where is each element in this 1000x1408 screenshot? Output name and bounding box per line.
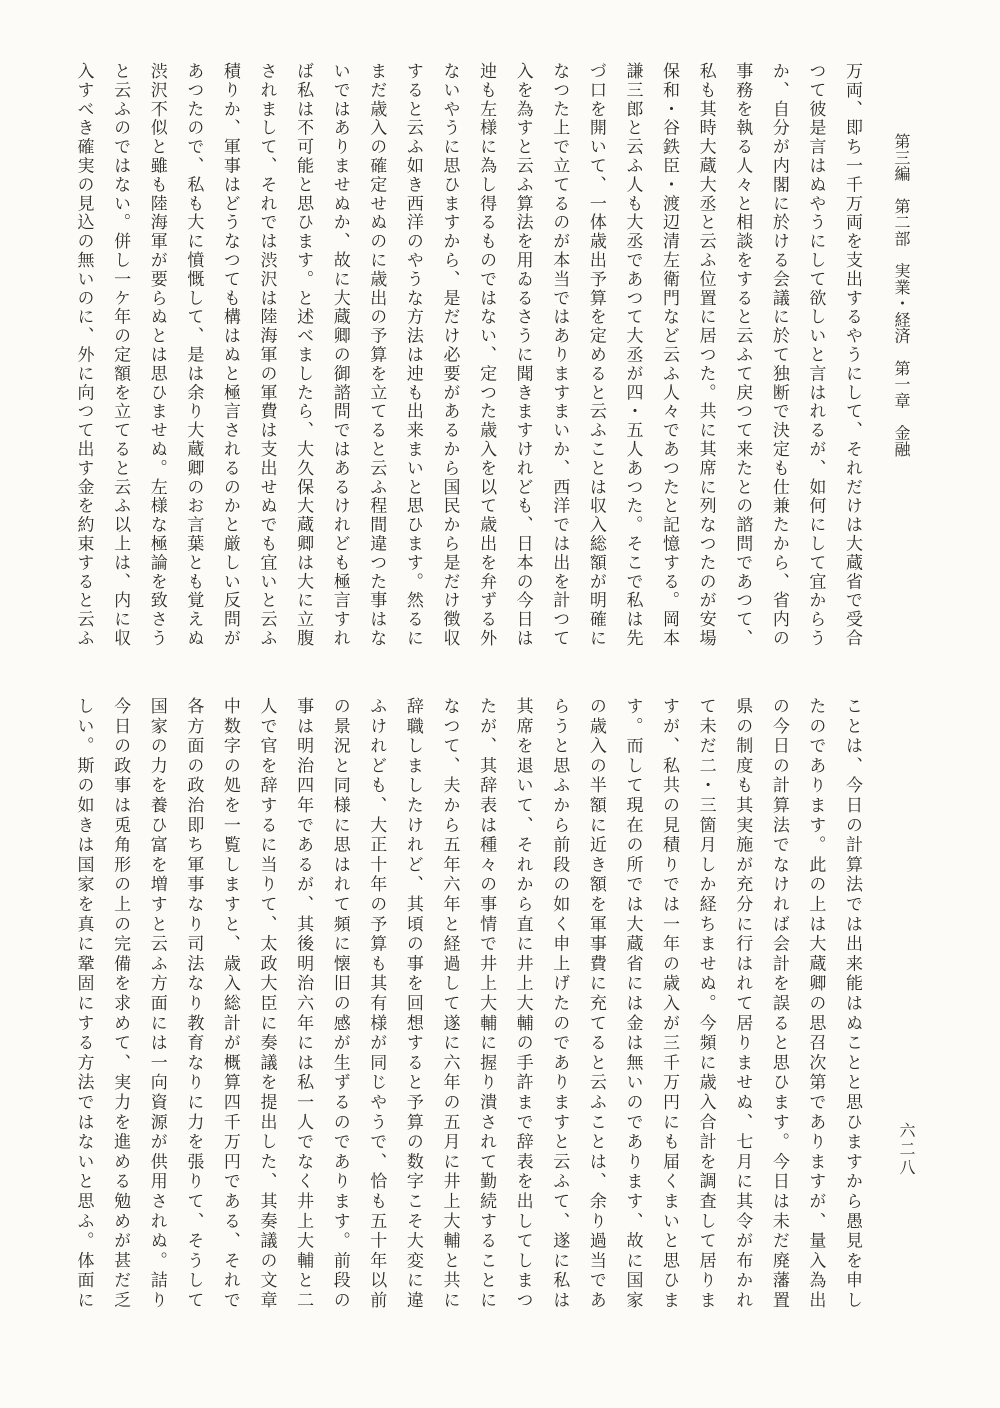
text-line: ことは、今日の計算法では出来能はぬことと思ひますから愚見を申し bbox=[843, 697, 862, 1311]
text-line: すが、私共の見積りでは一年の歳入が三千万円にも届くまいと思ひま bbox=[660, 697, 680, 1311]
text-line: の歳入の半額に近き額を軍事費に充てると云ふことは、余り過当であ bbox=[586, 697, 606, 1311]
text-line: 各方面の政治即ち軍事なり司法なり教育なりに力を張りて、そうして bbox=[184, 697, 204, 1311]
running-head: 第三編 第二部 実業・経済 第一章 金融 bbox=[892, 133, 909, 457]
text-block-bottom bbox=[65, 697, 870, 1337]
text-line: 其席を退いて、それから直に井上大輔の手許まで辞表を出してしまつ bbox=[513, 697, 533, 1311]
text-line: まだ歳入の確定せぬのに歳出の予算を立てると云ふ程間違つた事はな bbox=[367, 62, 387, 648]
text-line: 万両、即ち一千万両を支出するやうにして、それだけは大蔵省で受合 bbox=[843, 62, 862, 648]
text-line: 人で官を辞するに当りて、太政大臣に奏議を提出した、其奏議の文章 bbox=[257, 697, 277, 1311]
text-line: 保和・谷鉄臣・渡辺清左衛門など云ふ人々であつたと記憶する。岡本 bbox=[660, 62, 680, 648]
text-line: 入すべき確実の見込の無いのに、外に向つて出す金を約束すると云ふ bbox=[74, 62, 94, 648]
text-line: 私も其時大蔵大丞と云ふ位置に居つた。共に其席に列なつたのが安場 bbox=[696, 62, 716, 648]
text-line: しい。斯の如きは国家を真に鞏固にする方法ではないと思ふ。体面に bbox=[74, 697, 94, 1311]
text-line: たが、其辞表は種々の事情で井上大輔に握り潰されて勤続することに bbox=[477, 697, 497, 1311]
text-line: たのであります。此の上は大蔵卿の思召次第でありますが、量入為出 bbox=[806, 697, 826, 1311]
text-line: すると云ふ如き西洋のやうな方法は迚も出来まいと思ひます。然るに bbox=[403, 62, 423, 648]
text-line: されまして、それでは渋沢は陸海軍の軍費は支出せぬでも宜いと云ふ bbox=[257, 62, 277, 648]
text-line: 入を為すと云ふ算法を用ゐるさうに聞きますけれども、日本の今日は bbox=[513, 62, 533, 648]
text-line: と云ふのではない。併し一ケ年の定額を立てると云ふ以上は、内に収 bbox=[111, 62, 131, 648]
text-line: 中数字の処を一覧しますと、歳入総計が概算四千万円である、それで bbox=[220, 697, 240, 1311]
text-line: の景況と同様に思はれて頻に懐旧の感が生ずるのであります。前段の bbox=[330, 697, 350, 1311]
text-line: ふけれども、大正十年の予算も其有様が同じやうで、恰も五十年以前 bbox=[367, 697, 387, 1311]
text-line: す。而して現在の所では大蔵省には金は無いのであります、故に国家 bbox=[623, 697, 643, 1311]
text-line: 謙三郎と云ふ人も大丞であつて大丞が四・五人あつた。そこで私は先 bbox=[623, 62, 643, 648]
text-line: て未だ二・三箇月しか経ちませぬ。今頻に歳入合計を調査して居りま bbox=[696, 697, 716, 1311]
text-line: 迚も左様に為し得るものではない、定つた歳入を以て歳出を弁ずる外 bbox=[477, 62, 497, 648]
text-line: 県の制度も其実施が充分に行はれて居りませぬ、七月に其令が布かれ bbox=[733, 697, 753, 1311]
text-line: なつて、夫から五年六年と経過して遂に六年の五月に井上大輔と共に bbox=[440, 697, 460, 1311]
text-line: 事は明治四年であるが、其後明治六年には私一人でなく井上大輔と二 bbox=[294, 697, 314, 1311]
text-line: つて彼是言はぬやうにして欲しいと言はれるが、如何にして宜からう bbox=[806, 62, 826, 648]
text-line: らうと思ふから前段の如く申上げたのでありますと云ふて、遂に私は bbox=[550, 697, 570, 1311]
text-line: あつたので、私も大に憤慨して、是は余り大蔵卿のお言葉とも覚えぬ bbox=[184, 62, 204, 648]
text-line: 辞職しましたけれど、其頃の事を回想すると予算の数字こそ大変に違 bbox=[403, 697, 423, 1311]
text-line: 渋沢不似と雖も陸海軍が要らぬとは思ひませぬ。左様な極論を致さう bbox=[147, 62, 167, 648]
text-line: なつた上で立てるのが本当ではありますまいか、西洋では出を計つて bbox=[550, 62, 570, 648]
text-line: 国家の力を養ひ富を増すと云ふ方面には一向資源が供用されぬ。詰り bbox=[147, 697, 167, 1311]
text-line: 積りか、軍事はどうなつても構はぬと極言されるのかと厳しい反問が bbox=[220, 62, 240, 648]
text-line: の今日の計算法でなければ会計を誤ると思ひます。今日は未だ廃藩置 bbox=[769, 697, 789, 1311]
text-line: ば私は不可能と思ひます。と述べましたら、大久保大蔵卿は大に立腹 bbox=[294, 62, 314, 648]
text-line: ないやうに思ひますから、是だけ必要があるから国民から是だけ徴収 bbox=[440, 62, 460, 648]
text-line: 今日の政事は兎角形の上の完備を求めて、実力を進める勉めが甚だ乏 bbox=[111, 697, 131, 1311]
text-line: づ口を開いて、一体歳出予算を定めると云ふことは収入総額が明確に bbox=[586, 62, 606, 648]
text-line: 事務を執る人々と相談をすると云ふて戻つて来たとの諮問であつて、 bbox=[733, 62, 753, 648]
text-block-top bbox=[65, 62, 870, 682]
text-line: いではありませぬか、故に大蔵卿の御諮問ではあるけれども極言すれ bbox=[330, 62, 350, 648]
page-number: 六二八 bbox=[897, 1122, 914, 1178]
text-line: か、自分が内閣に於ける会議に於て独断で決定も仕兼たから、省内の bbox=[769, 62, 789, 648]
